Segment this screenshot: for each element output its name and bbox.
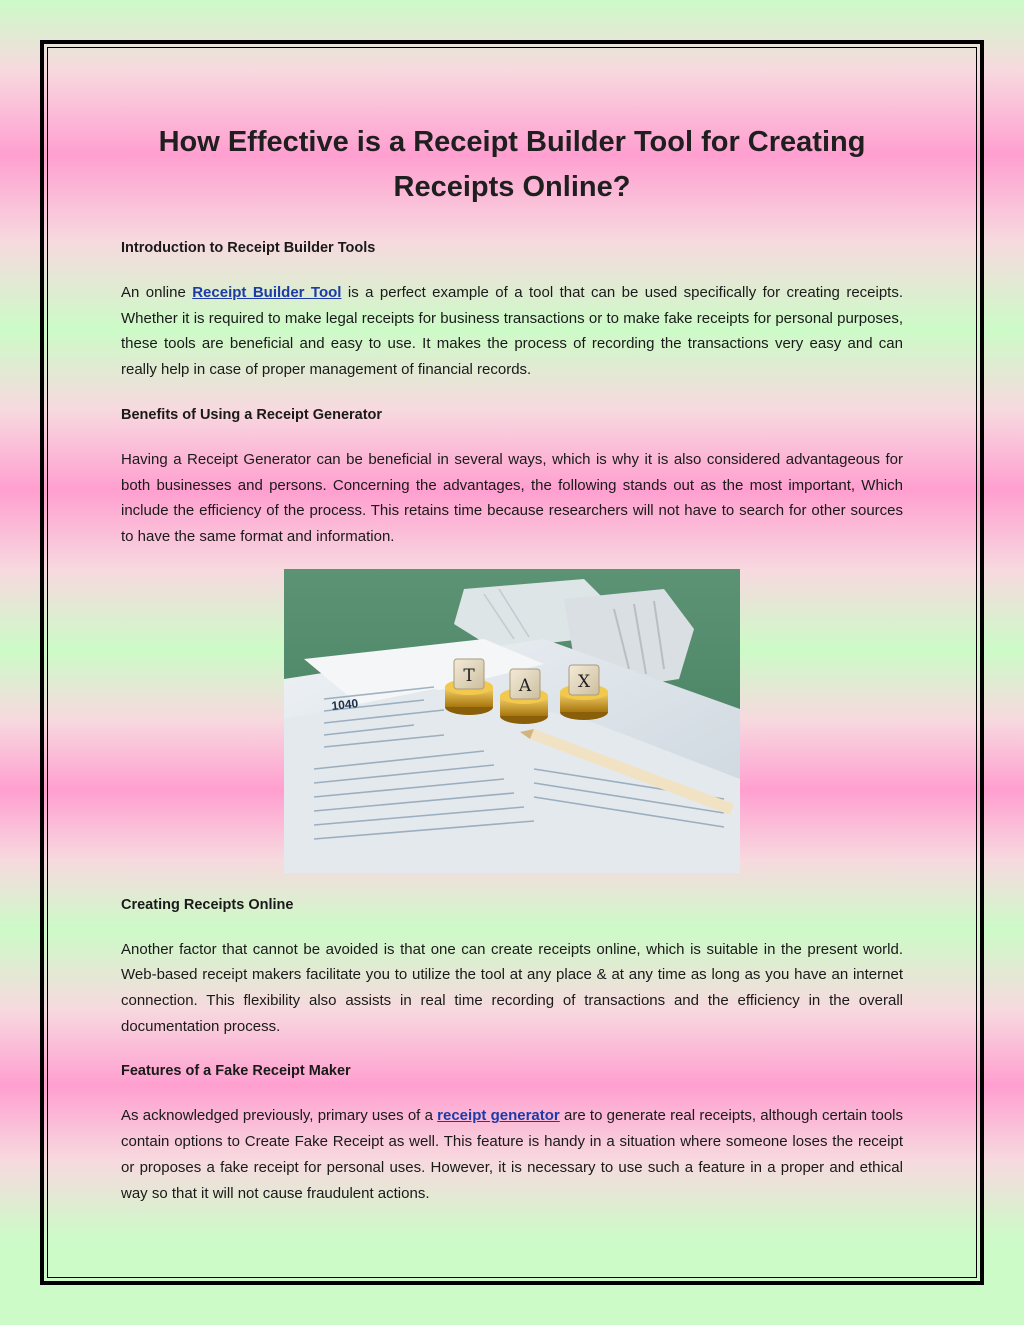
- features-text-start: As acknowledged previously, primary uses of a: [121, 1107, 438, 1125]
- receipt-builder-tool-link[interactable]: Receipt Builder Tool: [192, 284, 342, 301]
- paragraph-intro: [121, 280, 903, 383]
- section-heading-features: Features of a Fake Receipt Maker: [121, 1063, 351, 1080]
- paragraph-benefits: Having a Receipt Generator can be beneficial in several ways, which is why it is also considered advantageous for both businesses and persons. Concerning the advantages, the following stands out as the most important, Which include the efficiency of the process. This retains time because researchers will not have to search for other sources to have the same format and information.: [121, 450, 903, 545]
- receipt-generator-link[interactable]: receipt generator: [437, 1107, 560, 1125]
- document-body: [121, 120, 903, 1206]
- intro-text-start: An online: [121, 284, 193, 301]
- features-text-end: are to generate real receipts, although certain tools contain options to Create Fake Receipt as well. This feature is handy in a situation where someone loses the receipt or proposes a fake receipt for personal uses. However, it is necessary to use such a feature in a proper and ethical way so that it will not cause fraudulent actions.: [121, 1107, 903, 1202]
- tax-form-label: 1040: [330, 695, 359, 713]
- section-heading-creating: Creating Receipts Online: [121, 896, 294, 913]
- section-heading-intro: Introduction to Receipt Builder Tools: [121, 240, 376, 256]
- tile-a: A: [518, 675, 532, 696]
- tile-t: T: [463, 665, 475, 686]
- paragraph-features: [121, 1103, 903, 1206]
- page-title: How Effective is a Receipt Builder Tool for Creating Receipts Online?: [158, 126, 866, 203]
- section-heading-benefits: Benefits of Using a Receipt Generator: [121, 406, 383, 423]
- intro-text-end: is a perfect example of a tool that can be used specifically for creating receipts. Whether it is required to make legal receipts for business transactions or to make fake receipts for personal purposes, these tools are beneficial and easy to use. It makes the process of recording the transactions very easy and can really help in case of proper management of financial records.: [121, 284, 904, 379]
- paragraph-creating: Another factor that cannot be avoided is that one can create receipts online, which is suitable in the present world. Web-based receipt makers facilitate you to utilize the tool at any place & at any time as long as you have an internet connection. This flexibility also assists in real time recording of transactions and the efficiency in the overall documentation process.: [121, 940, 903, 1035]
- tax-photo-illustration: [284, 569, 740, 873]
- tax-photo: [284, 569, 740, 873]
- tile-x: X: [577, 671, 591, 692]
